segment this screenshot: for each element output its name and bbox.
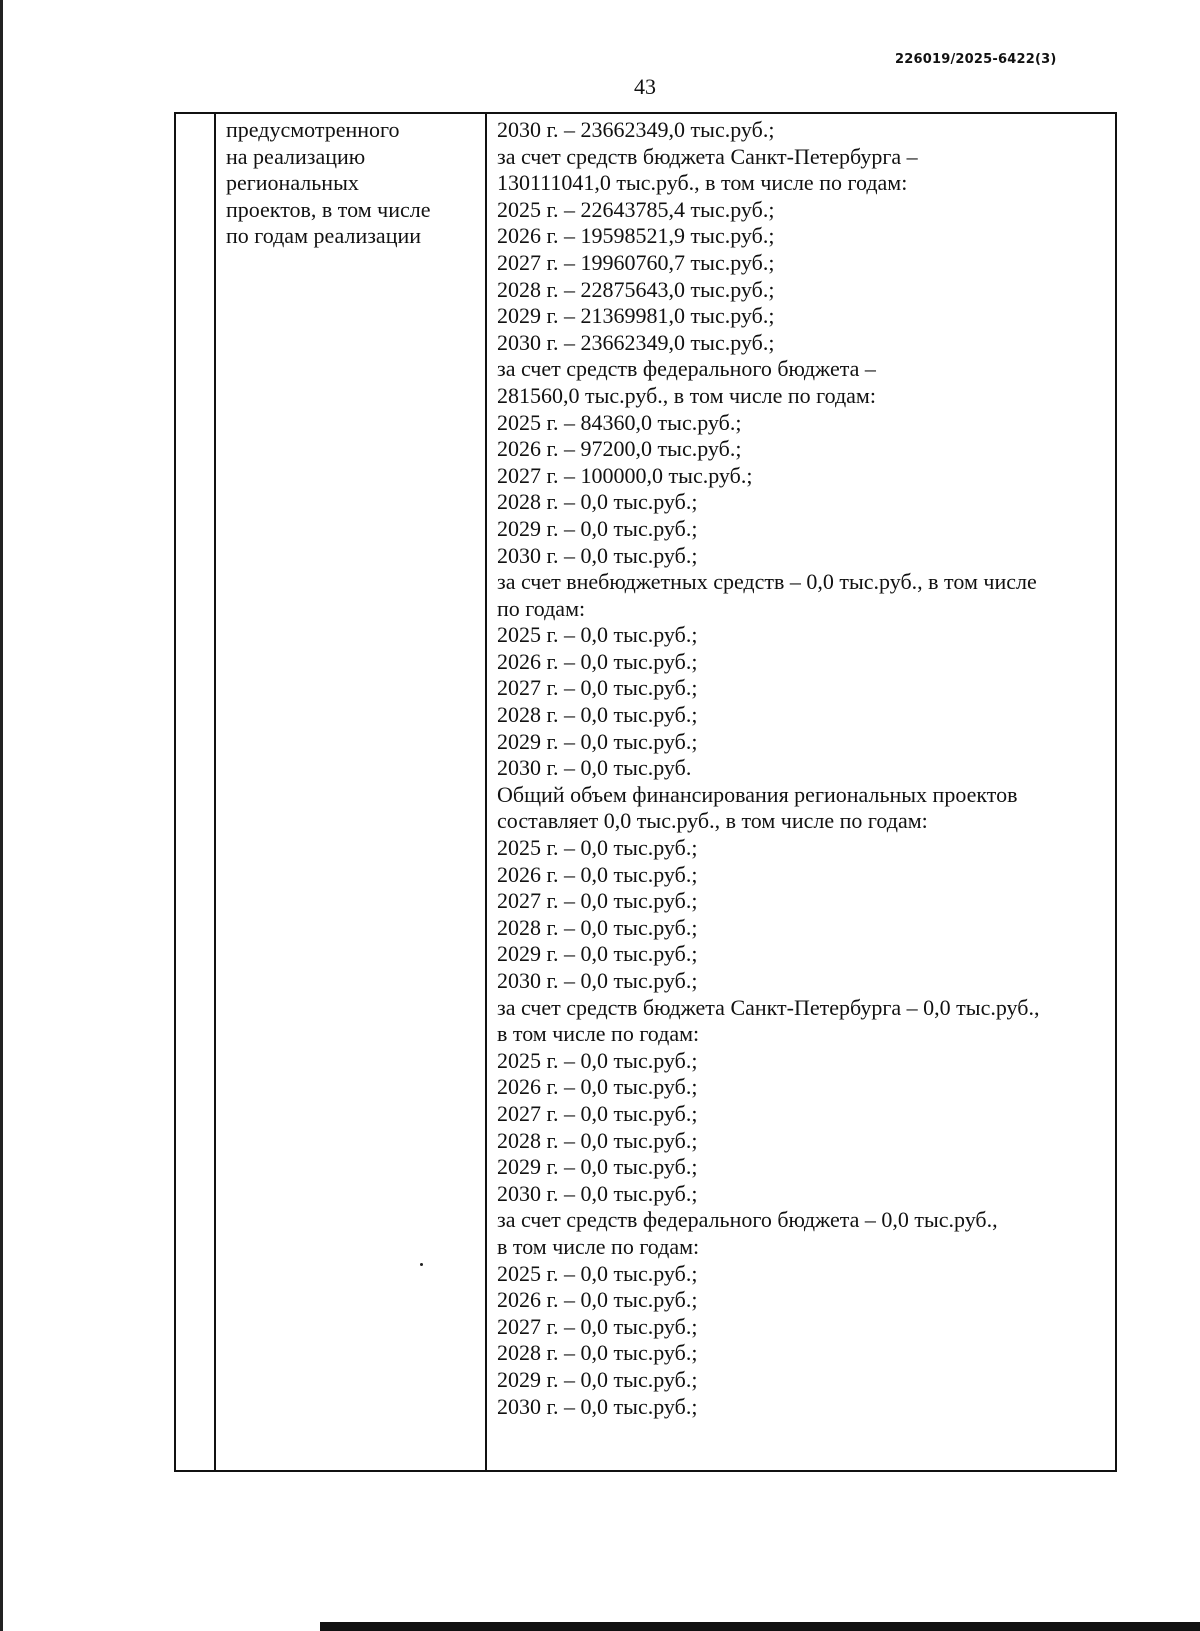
parameter-name-cell bbox=[226, 117, 476, 250]
financing-line: составляет 0,0 тыс.руб., в том числе по годам: bbox=[497, 808, 928, 834]
financing-line: 2026 г. – 97200,0 тыс.руб.; bbox=[497, 436, 742, 462]
financing-line: 2030 г. – 0,0 тыс.руб.; bbox=[497, 1180, 698, 1206]
financing-line: 2027 г. – 100000,0 тыс.руб.; bbox=[497, 462, 753, 488]
financing-line: 2028 г. – 22875643,0 тыс.руб.; bbox=[497, 276, 775, 302]
financing-line: 2028 г. – 0,0 тыс.руб.; bbox=[497, 489, 698, 515]
financing-line: 2028 г. – 0,0 тыс.руб.; bbox=[497, 914, 698, 940]
parameter-name-line: проектов, в том числе bbox=[226, 196, 431, 222]
scan-left-edge bbox=[0, 0, 3, 1631]
financing-line: 2030 г. – 0,0 тыс.руб.; bbox=[497, 542, 698, 568]
table-column-divider-1 bbox=[214, 114, 216, 1470]
financing-line: 2025 г. – 84360,0 тыс.руб.; bbox=[497, 409, 742, 435]
table-column-divider-2 bbox=[485, 114, 487, 1470]
financing-line: за счет средств федерального бюджета – bbox=[497, 356, 876, 382]
financing-line: 2030 г. – 23662349,0 тыс.руб.; bbox=[497, 117, 775, 142]
financing-line: 2026 г. – 19598521,9 тыс.руб.; bbox=[497, 223, 775, 249]
financing-line: 2028 г. – 0,0 тыс.руб.; bbox=[497, 702, 698, 728]
financing-line: 2029 г. – 0,0 тыс.руб.; bbox=[497, 1154, 698, 1180]
financing-line: 2027 г. – 19960760,7 тыс.руб.; bbox=[497, 249, 775, 275]
financing-table bbox=[174, 112, 1117, 1472]
financing-line: 2030 г. – 0,0 тыс.руб. bbox=[497, 755, 692, 781]
financing-line: 2030 г. – 0,0 тыс.руб.; bbox=[497, 968, 698, 993]
financing-line: 2026 г. – 0,0 тыс.руб.; bbox=[497, 1074, 698, 1100]
scan-speck bbox=[420, 1263, 423, 1266]
financing-line: по годам: bbox=[497, 595, 586, 621]
financing-line: 2029 г. – 21369981,0 тыс.руб.; bbox=[497, 303, 775, 329]
financing-line: 2029 г. – 0,0 тыс.руб.; bbox=[497, 515, 698, 541]
financing-line: 2027 г. – 0,0 тыс.руб.; bbox=[497, 888, 698, 914]
financing-line: 130111041,0 тыс.руб., в том числе по годам: bbox=[497, 170, 908, 196]
financing-line: 2025 г. – 22643785,4 тыс.руб.; bbox=[497, 196, 775, 222]
financing-line: за счет внебюджетных средств – 0,0 тыс.руб., в том числе bbox=[497, 569, 1037, 595]
financing-line: Общий объем финансирования региональных проектов bbox=[497, 781, 1018, 807]
page-number: 43 bbox=[634, 74, 656, 99]
financing-line: 2030 г. – 23662349,0 тыс.руб.; bbox=[497, 329, 775, 355]
financing-line: 2026 г. – 0,0 тыс.руб.; bbox=[497, 1287, 698, 1313]
financing-line: 2029 г. – 0,0 тыс.руб.; bbox=[497, 728, 698, 754]
financing-line: 2028 г. – 0,0 тыс.руб.; bbox=[497, 1340, 698, 1366]
financing-line: за счет средств бюджета Санкт-Петербурга – 0,0 тыс.руб., bbox=[497, 994, 1040, 1020]
financing-line: 2025 г. – 0,0 тыс.руб.; bbox=[497, 1260, 698, 1286]
financing-line: в том числе по годам: bbox=[497, 1021, 700, 1047]
parameter-name-line: по годам реализации bbox=[226, 223, 422, 249]
parameter-name-line: предусмотренного bbox=[226, 117, 400, 142]
scan-bottom-edge bbox=[320, 1622, 1200, 1631]
financing-line: за счет средств федерального бюджета – 0,0 тыс.руб., bbox=[497, 1207, 998, 1233]
financing-values-cell bbox=[497, 117, 1112, 1420]
financing-line: 2025 г. – 0,0 тыс.руб.; bbox=[497, 622, 698, 648]
financing-line: 2026 г. – 0,0 тыс.руб.; bbox=[497, 648, 698, 674]
financing-line: в том числе по годам: bbox=[497, 1233, 700, 1259]
financing-line: 2029 г. – 0,0 тыс.руб.; bbox=[497, 941, 698, 967]
financing-line: 2027 г. – 0,0 тыс.руб.; bbox=[497, 675, 698, 701]
financing-line: 2025 г. – 0,0 тыс.руб.; bbox=[497, 1047, 698, 1073]
parameter-name-line: на реализацию bbox=[226, 143, 366, 169]
financing-line: 2028 г. – 0,0 тыс.руб.; bbox=[497, 1127, 698, 1153]
financing-line: 2029 г. – 0,0 тыс.руб.; bbox=[497, 1366, 698, 1392]
financing-line: 2030 г. – 0,0 тыс.руб.; bbox=[497, 1393, 698, 1419]
financing-line: 281560,0 тыс.руб., в том числе по годам: bbox=[497, 382, 876, 408]
financing-line: за счет средств бюджета Санкт-Петербурга – bbox=[497, 143, 918, 169]
financing-line: 2025 г. – 0,0 тыс.руб.; bbox=[497, 835, 698, 861]
document-registration-number: 226019/2025-6422(3) bbox=[895, 52, 1057, 67]
financing-line: 2027 г. – 0,0 тыс.руб.; bbox=[497, 1100, 698, 1126]
parameter-name-line: региональных bbox=[226, 170, 359, 196]
financing-line: 2026 г. – 0,0 тыс.руб.; bbox=[497, 861, 698, 887]
financing-line: 2027 г. – 0,0 тыс.руб.; bbox=[497, 1313, 698, 1339]
